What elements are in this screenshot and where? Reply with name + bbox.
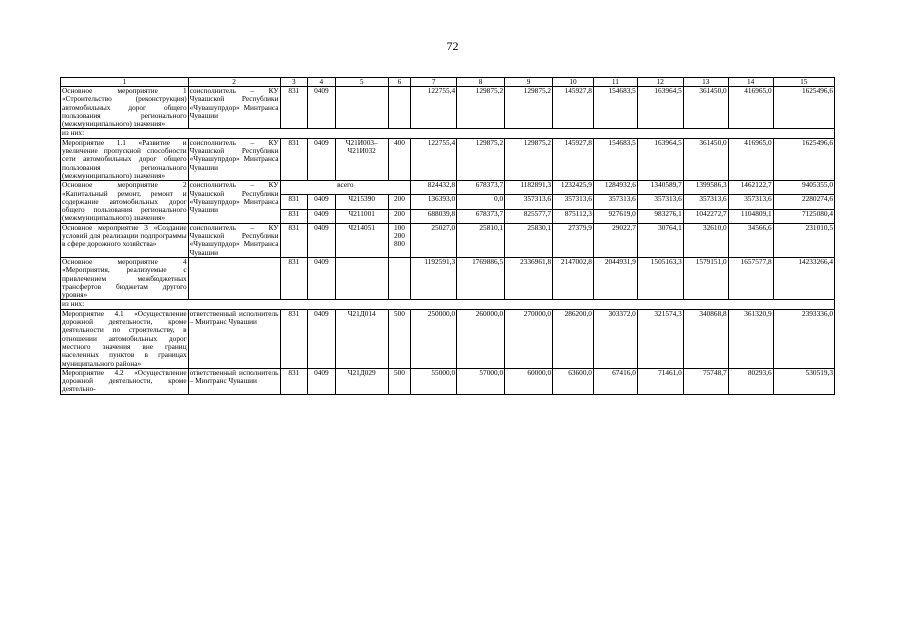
amount-cell: 1579151,0 [683, 257, 728, 299]
page-number: 72 [446, 39, 459, 53]
expense-type-cell: 200 [388, 195, 410, 209]
amount-cell: 129875,2 [505, 138, 553, 180]
amount-cell: 145927,8 [553, 138, 594, 180]
executor-cell: соисполнитель – КУ Чувашской Республики «Чувашупрдор» Минтранса Чувашии [188, 138, 280, 180]
header-cell: 10 [553, 78, 594, 87]
section-cell: 0409 [308, 223, 336, 257]
subheading-cell: из них: [61, 129, 835, 138]
table-row [61, 87, 835, 129]
amount-cell: 824432,8 [411, 181, 457, 195]
header-cell: 15 [773, 78, 834, 87]
grbs-cell: 831 [280, 138, 308, 180]
measure-name-cell: Основное мероприятие 1 «Строительство (реконструкция) автомобильных дорог общего пользования регионального (межмуниципального) значения» [62, 86, 187, 129]
expense-type-cell: 100 200 800 [388, 223, 410, 257]
amount-cell: 63600,0 [553, 368, 594, 394]
measure-name-cell: Мероприятие 4.2 «Осуществление дорожной деятельности, кроме деятельно- [62, 368, 187, 394]
target-article-cell: Ч214051 [335, 223, 388, 257]
amount-cell: 122755,4 [411, 87, 457, 129]
amount-cell: 136393,0 [411, 195, 457, 209]
amount-cell: 25810,1 [457, 223, 505, 257]
grbs-cell: 831 [280, 257, 308, 299]
header-cell: 12 [637, 78, 683, 87]
amount-cell: 122755,4 [411, 138, 457, 180]
amount-cell: 357313,6 [505, 195, 553, 209]
amount-cell: 0,0 [457, 195, 505, 209]
table-row [61, 300, 835, 309]
amount-cell: 361450,0 [683, 87, 728, 129]
amount-cell: 530519,3 [773, 368, 834, 394]
amount-cell: 678373,7 [457, 181, 505, 195]
grbs-cell: 831 [280, 209, 308, 223]
amount-cell: 2044931,9 [593, 257, 637, 299]
grbs-cell: 831 [280, 195, 308, 209]
header-cell: 5 [335, 78, 388, 87]
section-cell: 0409 [308, 209, 336, 223]
amount-cell: 260000,0 [457, 309, 505, 368]
measure-name-cell: Основное мероприятие 3 «Создание условий для реализации подпрограммы в сфере дорожного хозяйства» [61, 223, 189, 257]
table-body [61, 78, 835, 395]
expense-type-cell [388, 87, 410, 129]
table-row [61, 129, 835, 138]
executor-cell [188, 257, 280, 299]
amount-cell: 32610,0 [683, 223, 728, 257]
amount-cell: 14233266,4 [773, 257, 834, 299]
amount-cell: 75748,7 [683, 368, 728, 394]
header-row [61, 78, 835, 87]
expense-type-cell: 200 [388, 209, 410, 223]
amount-cell: 1192591,3 [411, 257, 457, 299]
amount-cell: 129875,2 [457, 87, 505, 129]
executor-cell: соисполнитель – КУ Чувашской Республики «Чувашупрдор» Минтранса Чувашии [188, 87, 280, 129]
grbs-cell: 831 [280, 368, 308, 394]
amount-cell: 303372,0 [593, 309, 637, 368]
amount-cell: 2393336,0 [773, 309, 834, 368]
amount-cell: 361450,0 [683, 138, 728, 180]
amount-cell: 154683,5 [593, 138, 637, 180]
amount-cell: 927619,0 [593, 209, 637, 223]
amount-cell: 2280274,6 [773, 195, 834, 209]
expense-type-cell: 400 [388, 138, 410, 180]
amount-cell: 250000,0 [411, 309, 457, 368]
expense-type-cell: 500 [388, 368, 410, 394]
target-article-cell: Ч215390 [335, 195, 388, 209]
amount-cell: 340868,8 [683, 309, 728, 368]
section-cell: 0409 [308, 257, 336, 299]
header-cell: 11 [593, 78, 637, 87]
amount-cell: 57000,0 [457, 368, 505, 394]
amount-cell: 1104809,1 [728, 209, 773, 223]
amount-cell: 357313,6 [593, 195, 637, 209]
amount-cell: 1657577,8 [728, 257, 773, 299]
amount-cell: 2336961,8 [505, 257, 553, 299]
target-article-cell: Ч21И003– Ч21И032 [335, 138, 388, 180]
amount-cell: 357313,6 [637, 195, 683, 209]
executor-cell: соисполнитель – КУ Чувашской Республики «Чувашупрдор» Минтранса Чувашии [189, 223, 279, 257]
amount-cell: 875112,3 [553, 209, 594, 223]
amount-cell: 163964,5 [637, 138, 683, 180]
amount-cell: 30764,1 [637, 223, 683, 257]
grbs-cell: 831 [280, 87, 308, 129]
amount-cell: 27379,9 [553, 223, 594, 257]
target-article-cell: Ч211001 [335, 209, 388, 223]
amount-cell: 163964,5 [637, 87, 683, 129]
amount-cell: 321574,3 [637, 309, 683, 368]
amount-cell: 1182891,3 [505, 181, 553, 195]
amount-cell: 416965,0 [728, 87, 773, 129]
amount-cell: 1769886,5 [457, 257, 505, 299]
target-article-cell: Ч21Д014 [335, 309, 388, 368]
executor-cell: ответственный исполнитель – Минтранс Чувашии [188, 368, 280, 394]
expense-type-cell [388, 257, 410, 299]
section-cell: 0409 [308, 195, 336, 209]
executor-cell: соисполнитель – КУ Чувашской Республики «Чувашупрдор» Минтранса Чувашии [188, 181, 280, 223]
header-cell: 14 [728, 78, 773, 87]
amount-cell: 357313,6 [683, 195, 728, 209]
amount-cell: 7125080,4 [773, 209, 834, 223]
table-row [61, 138, 835, 180]
amount-cell: 154683,5 [593, 87, 637, 129]
subheading-cell: из них: [61, 300, 835, 309]
header-cell: 2 [188, 78, 280, 87]
header-cell: 8 [457, 78, 505, 87]
amount-cell: 1232425,9 [553, 181, 594, 195]
amount-cell: 825577,7 [505, 209, 553, 223]
amount-cell: 1284932,6 [593, 181, 637, 195]
amount-cell: 357313,6 [728, 195, 773, 209]
measure-name-cell: Основное мероприятие 4 «Мероприятия, реализуемые с привлечением межбюджетных трансфертов бюджетам другого уровня» [62, 257, 187, 300]
table-row [61, 368, 835, 394]
amount-cell: 145927,8 [553, 87, 594, 129]
expense-type-cell: 500 [388, 309, 410, 368]
target-article-cell: Ч21Д029 [335, 368, 388, 394]
amount-cell: 688039,8 [411, 209, 457, 223]
amount-cell: 80293,6 [728, 368, 773, 394]
amount-cell: 1399586,3 [683, 181, 728, 195]
header-cell: 1 [61, 78, 189, 87]
measure-name-cell: Мероприятие 4.1 «Осуществление дорожной деятельности, кроме деятельности по строительству, в отношении автомобильных дорог местного значения вне границ населенных пунктов в границах муниципального района» [62, 309, 187, 368]
amount-cell: 286200,0 [553, 309, 594, 368]
amount-cell: 983276,1 [637, 209, 683, 223]
section-cell: 0409 [308, 368, 336, 394]
section-cell: 0409 [308, 138, 336, 180]
amount-cell: 1462122,7 [728, 181, 773, 195]
header-cell: 6 [388, 78, 410, 87]
measure-name-cell: Основное мероприятие 2 «Капитальный ремонт, ремонт и содержание автомобильных дорог общего пользования регионального (межмуниципального) значения» [62, 180, 187, 223]
section-cell: 0409 [308, 309, 336, 368]
budget-table [60, 77, 835, 395]
header-cell: 4 [308, 78, 336, 87]
amount-cell: 1042272,7 [683, 209, 728, 223]
amount-cell: 678373,7 [457, 209, 505, 223]
amount-cell: 25830,1 [505, 223, 553, 257]
amount-cell: 29022,7 [593, 223, 637, 257]
target-article-cell [335, 257, 388, 299]
amount-cell: 1340589,7 [637, 181, 683, 195]
amount-cell: 357313,6 [553, 195, 594, 209]
grbs-cell: 831 [280, 223, 308, 257]
table-row [61, 257, 835, 299]
section-cell: 0409 [308, 87, 336, 129]
amount-cell: 129875,2 [457, 138, 505, 180]
table-row [61, 309, 835, 368]
amount-cell: 60000,0 [505, 368, 553, 394]
amount-cell: 71461,0 [637, 368, 683, 394]
amount-cell: 55000,0 [411, 368, 457, 394]
amount-cell: 9405355,0 [773, 181, 834, 195]
grbs-cell: 831 [280, 309, 308, 368]
header-cell: 3 [280, 78, 308, 87]
amount-cell: 34566,6 [728, 223, 773, 257]
amount-cell: 1505163,3 [637, 257, 683, 299]
amount-cell: 270000,0 [505, 309, 553, 368]
header-cell: 7 [411, 78, 457, 87]
amount-cell: 1625496,6 [773, 87, 834, 129]
amount-cell: 1625496,6 [773, 138, 834, 180]
executor-cell: ответственный исполнитель – Минтранс Чувашии [188, 309, 280, 368]
table-row [61, 223, 835, 257]
header-cell: 9 [505, 78, 553, 87]
measure-name-cell: Мероприятие 1.1 «Развитие и увеличение пропускной способности сети автомобильных дорог общего пользования регионального (межмуниципального) значения» [62, 138, 187, 180]
amount-cell: 416965,0 [728, 138, 773, 180]
table-row [61, 181, 835, 195]
amount-cell: 361320,9 [728, 309, 773, 368]
amount-cell: 231010,5 [773, 223, 834, 257]
total-label-cell: всего [280, 181, 411, 195]
amount-cell: 25027,0 [411, 223, 457, 257]
header-cell: 13 [683, 78, 728, 87]
target-article-cell [335, 87, 388, 129]
amount-cell: 2147002,8 [553, 257, 594, 299]
amount-cell: 67416,0 [593, 368, 637, 394]
amount-cell: 129875,2 [505, 87, 553, 129]
